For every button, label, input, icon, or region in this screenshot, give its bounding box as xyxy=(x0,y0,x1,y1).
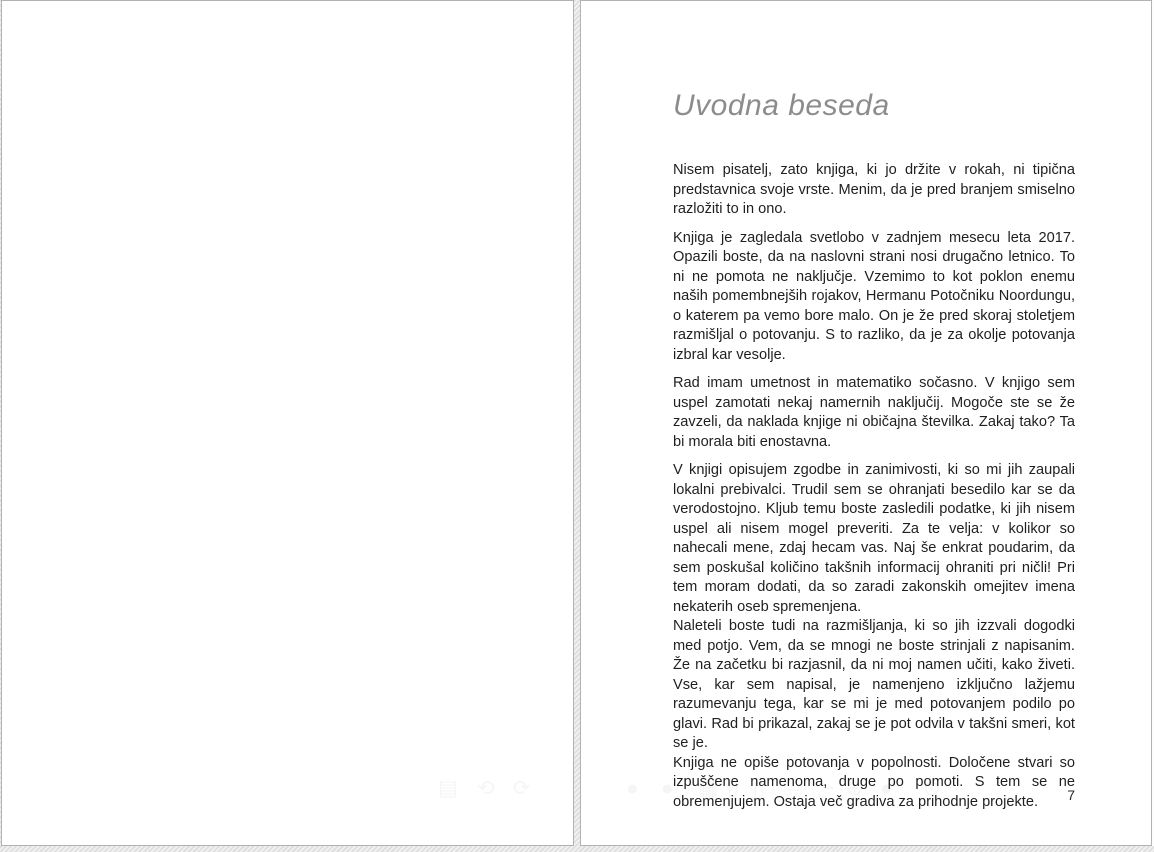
chapter-title: Uvodna beseda xyxy=(673,89,890,122)
paragraph-2: Knjiga je zagledala svetlobo v zadnjem mesecu leta 2017. Opazili boste, da na naslovni strani nosi drugačno letnico. To ni ne pomota ne naključje. Vzemimo to kot poklon enemu naših pomembnejših rojakov, Hermanu Potočniku Noordungu, o katerem pa vemo bore malo. On je že pred skoraj stoletjem razmišljal o potovanju. S to razliko, da je za okolje potovanja izbral kar vesolje. xyxy=(673,229,1075,363)
page-number: 7 xyxy=(1067,787,1075,803)
left-page xyxy=(1,0,574,846)
right-page xyxy=(580,0,1152,846)
paragraph-3: Rad imam umetnost in matematiko sočasno. V knjigo sem uspel zamotati nekaj namernih naključij. Mogoče ste se že zavzeli, da naklada knjige ni običajna številka. Zakaj tako? Ta bi morala biti enostavna. xyxy=(673,375,1075,450)
chapter-body xyxy=(673,161,1075,812)
paragraph-1: Nisem pisatelj, zato knjiga, ki jo držite v rokah, ni tipična predstavnica svoje vrste. Menim, da je pred branjem smiselno razložiti to in ono. xyxy=(673,162,1075,217)
paragraph-5: Naleteli boste tudi na razmišljanja, ki so jih izzvali dogodki med potjo. Vem, da se mnogi ne boste strinjali z napisanim. Že na začetku bi razjasnil, da ni moj namen učiti, kako živeti. Vse, kar sem napisal, je namenjeno izključno lažjemu razumevanju tega, kar se mi je med potovanjem podilo po glavi. Rad bi prikazal, zakaj se je pot odvila v takšni smeri, kot se je. xyxy=(673,618,1075,751)
paragraph-6: Knjiga ne opiše potovanja v popolnosti. Določene stvari so izpuščene namenoma, druge po pomoti. S tem se ne obremenjujem. Ostaja več gradiva za prihodnje projekte. xyxy=(673,754,1075,810)
paragraph-4: V knjigi opisujem zgodbe in zanimivosti, ki so mi jih zaupali lokalni prebivalci. Trudil sem se ohranjati besedilo kar se da verodostojno. Kljub temu boste zasledili podatke, ki jih nisem uspel ali nisem mogel preveriti. Za te velja: v kolikor so nahecali mene, zdaj hecam vas. Naj še enkrat poudarim, da sem poskušal količino takšnih informacij ohraniti pri ničli! Pri tem moram dodati, da so zaradi zakonskih omejitev imena nekaterih oseb spremenjena. xyxy=(673,462,1075,615)
